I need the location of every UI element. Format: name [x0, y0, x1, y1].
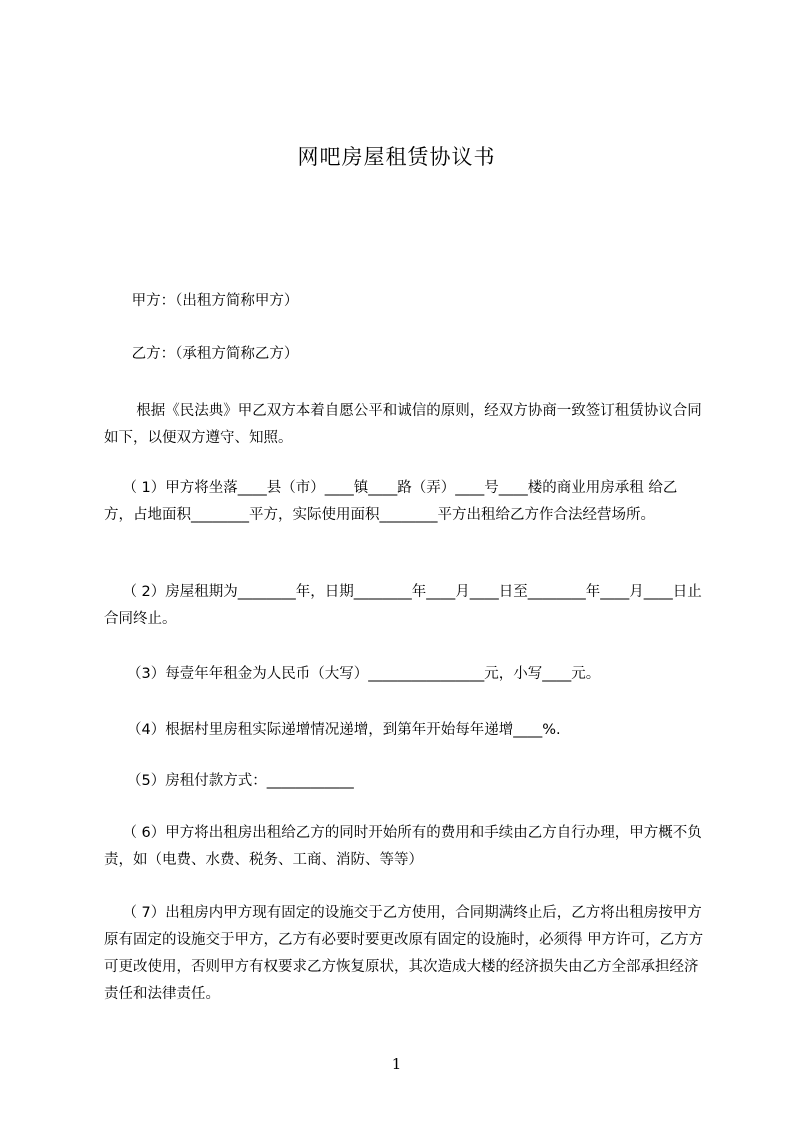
- party-b-line: 乙方：（承租方简称乙方）: [104, 346, 299, 362]
- document-title: 网吧房屋租赁协议书: [297, 145, 496, 169]
- clause-3: （3）每壹年年租金为人民币（大写）________________元，小写____元。: [104, 666, 601, 682]
- clause-1: （ 1）甲方将坐落____县（市）____镇____路（弄）____号____楼的商业用房承租 给乙方，占地面积________平方，实际使用面积________平方出租给乙方作合法经营场所。: [104, 480, 678, 523]
- clause-7: （ 7）出租房内甲方现有固定的设施交于乙方使用，合同期满终止后，乙方将出租房按甲方原有固定的设施交于甲方，乙方有必要时要更改原有固定的设施时，必须得 甲方许可，乙方方可更改使用，否则甲方有权要求乙方恢复原状，其次造成大楼的经济损失由乙方全部承担经济责任和法律责任。: [104, 905, 704, 1002]
- party-a-line: 甲方：（出租方简称甲方）: [104, 293, 299, 309]
- intro-paragraph: 根据《民法典》甲乙双方本着自愿公平和诚信的原则，经双方协商一致签订租赁协议合同如下，以便双方遵守、知照。: [104, 403, 702, 446]
- clause-5: （5）房租付款方式：____________: [104, 773, 354, 789]
- clause-2: （ 2）房屋租期为________年，日期________年____月____日至________年____月____日止合同终止。: [104, 584, 702, 627]
- clause-4: （4）根据村里房租实际递增情况递增，到第年开始每年递增____%.: [104, 722, 561, 738]
- page-number: 1: [391, 1055, 402, 1073]
- clause-6: （ 6）甲方将出租房出租给乙方的同时开始所有的费用和手续由乙方自行办理，甲方概不负责，如（电费、水费、税务、工商、消防、等等）: [104, 825, 702, 868]
